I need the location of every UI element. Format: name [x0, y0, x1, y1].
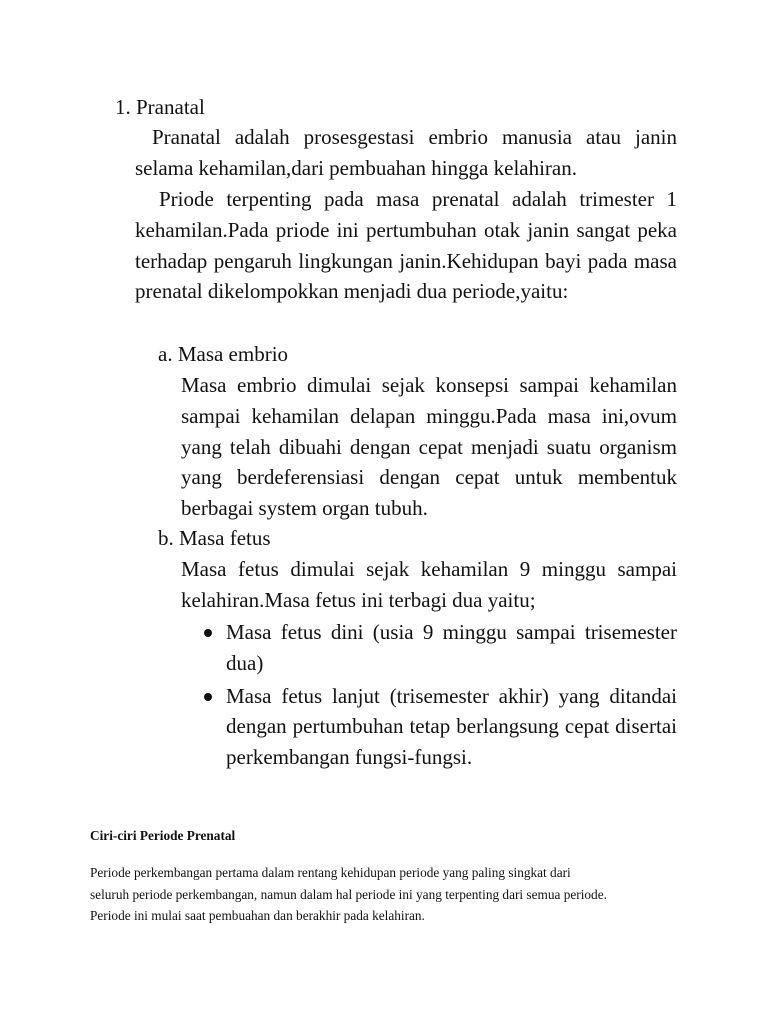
bullet-text: Masa fetus dini (usia 9 minggu sampai trisemester dua)	[226, 620, 677, 675]
paragraph-line: seluruh periode perkembangan, namun dalam hal periode ini yang terpenting dari semua periode.	[90, 886, 607, 902]
section-heading-pranatal: 1. Pranatal	[115, 95, 205, 119]
bullet-dot-icon	[204, 629, 212, 637]
bullet-text: Masa fetus lanjut (trisemester akhir) yang ditandai dengan pertumbuhan tetap berlangsung cepat disertai perkembangan fungsi-fungsi.	[226, 683, 677, 770]
masa-fetus-paragraph: Masa fetus dimulai sejak kehamilan 9 minggu sampai kelahiran.Masa fetus ini terbagi dua yaitu;	[181, 557, 677, 612]
trimester-paragraph: Priode terpenting pada masa prenatal adalah trimester 1 kehamilan.Pada priode ini pertumbuhan otak janin sangat peka terhadap pengaruh lingkungan janin.Kehidupan bayi pada masa prenatal dikelompokkan menjadi dua periode,yaitu:	[135, 187, 677, 304]
fetus-bullet-list	[204, 617, 677, 775]
list-item-masa-fetus: b. Masa fetus	[158, 526, 271, 550]
list-item-masa-embrio: a. Masa embrio	[158, 342, 289, 366]
bullet-dot-icon	[204, 693, 212, 701]
intro-paragraph: Pranatal adalah prosesgestasi embrio manusia atau janin selama kehamilan,dari pembuahan hingga kelahiran.	[135, 125, 677, 180]
ciri-ciri-paragraph	[90, 862, 690, 927]
bullet-item	[204, 617, 677, 679]
paragraph-line: Periode perkembangan pertama dalam rentang kehidupan periode yang paling singkat dari	[90, 865, 571, 880]
bullet-item	[204, 681, 677, 773]
masa-embrio-paragraph: Masa embrio dimulai sejak konsepsi sampai kehamilan sampai kehamilan delapan minggu.Pada masa ini,ovum yang telah dibuahi dengan cepat menjadi suatu organism yang berdeferensiasi dengan cepat untuk membentuk berbagai system organ tubuh.	[181, 373, 677, 521]
section-heading-ciri-ciri: Ciri-ciri Periode Prenatal	[90, 828, 236, 843]
paragraph-line: Periode ini mulai saat pembuahan dan berakhir pada kelahiran.	[90, 908, 425, 923]
